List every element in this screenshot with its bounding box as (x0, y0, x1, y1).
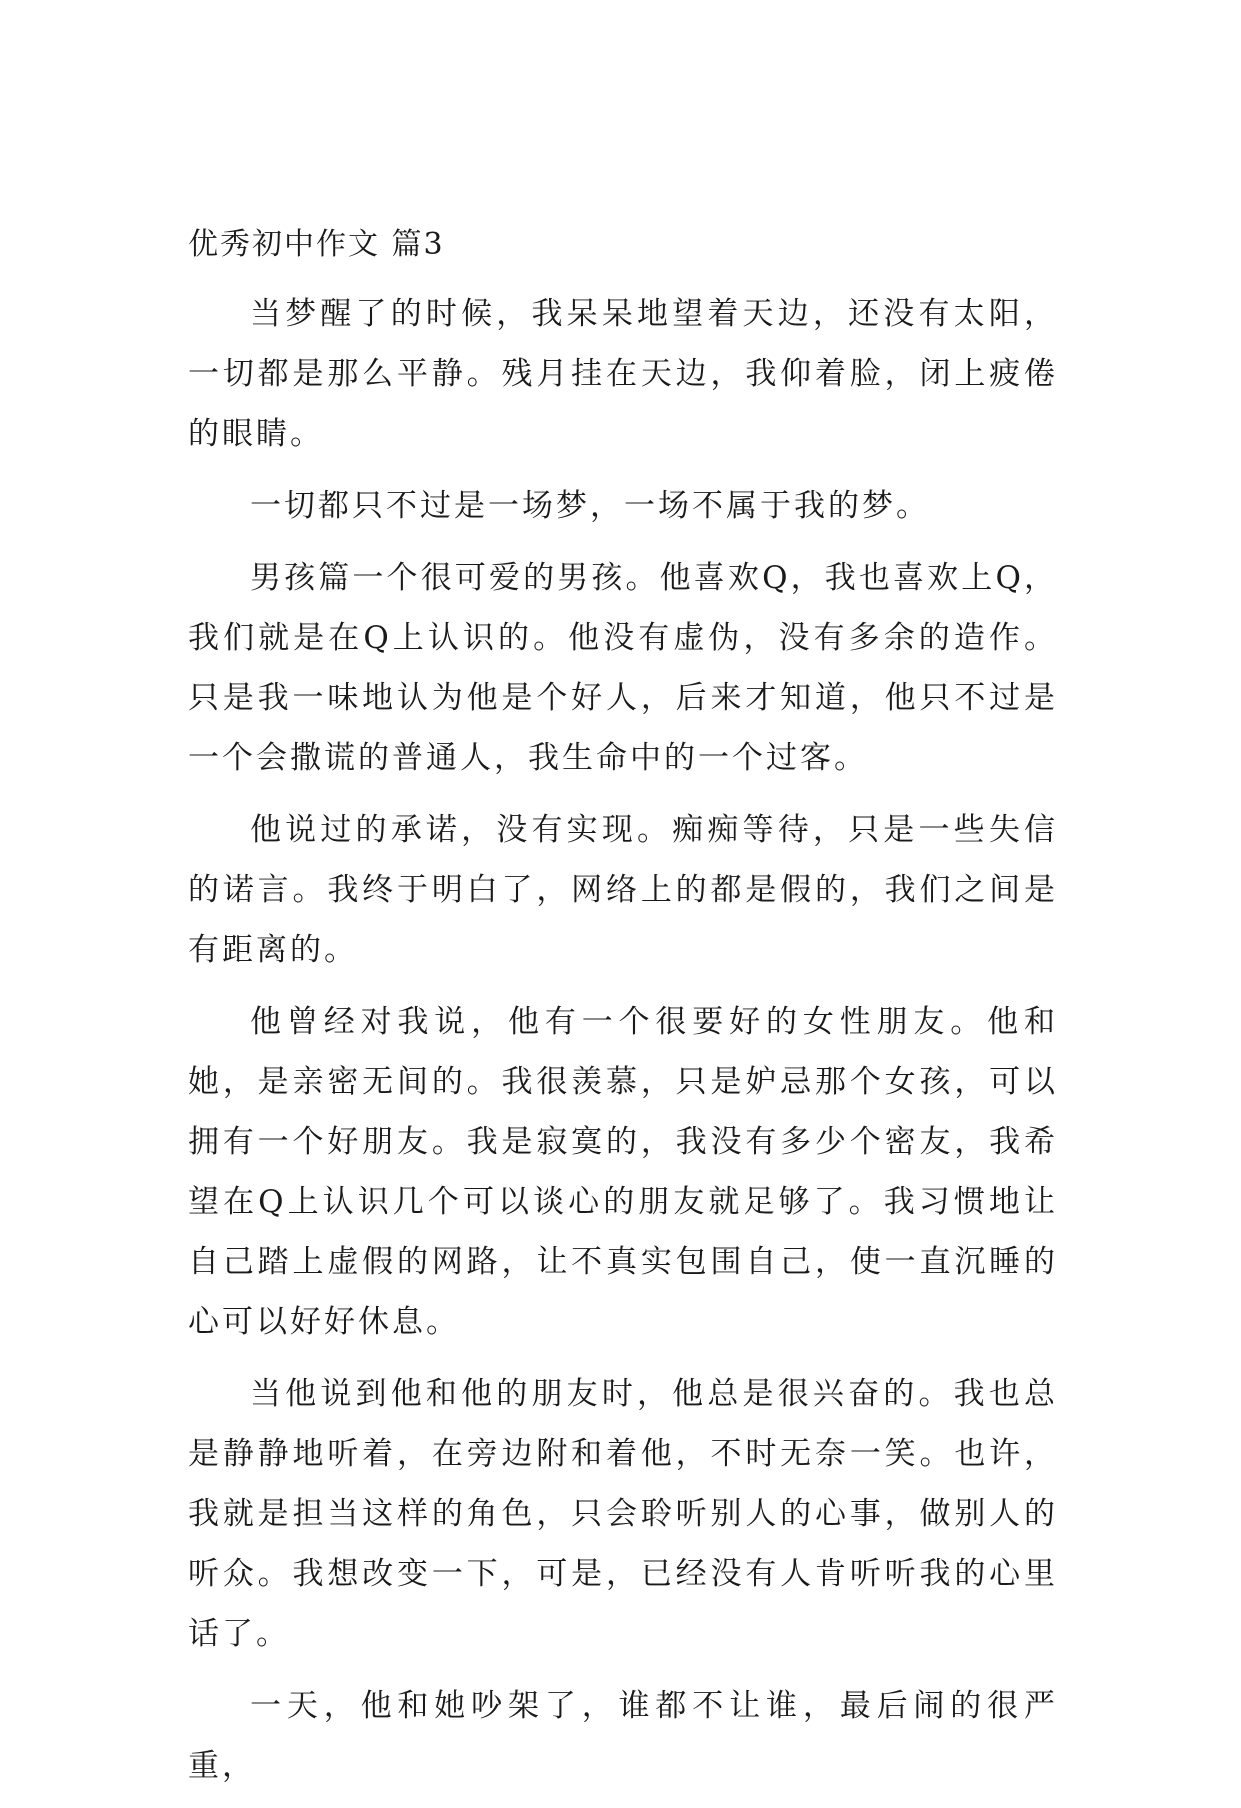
paragraph: 男孩篇一个很可爱的男孩。他喜欢Q，我也喜欢上Q，我们就是在Q上认识的。他没有虚伪，没有多余的造作。只是我一味地认为他是个好人，后来才知道，他只不过是一个会撒谎的普通人，我生命中的一个过客。 (188, 560, 1058, 776)
paragraph: 一天，他和她吵架了，谁都不让谁，最后闹的很严重， (188, 1688, 1058, 1784)
paragraph: 当梦醒了的时候，我呆呆地望着天边，还没有太阳，一切都是那么平静。残月挂在天边，我仰着脸，闭上疲倦的眼睛。 (188, 296, 1058, 452)
paragraph: 当他说到他和他的朋友时，他总是很兴奋的。我也总是静静地听着，在旁边附和着他，不时无奈一笑。也许，我就是担当这样的角色，只会聆听别人的心事，做别人的听众。我想改变一下，可是，已经没有人肯听听我的心里话了。 (188, 1376, 1058, 1652)
article-title: 优秀初中作文 篇3 (188, 227, 445, 262)
paragraph: 一切都只不过是一场梦，一场不属于我的梦。 (250, 488, 930, 524)
article-body (188, 222, 1058, 1808)
paragraph: 他说过的承诺，没有实现。痴痴等待，只是一些失信的诺言。我终于明白了，网络上的都是假的，我们之间是有距离的。 (188, 812, 1058, 968)
paragraph: 他曾经对我说，他有一个很要好的女性朋友。他和她，是亲密无间的。我很羡慕，只是妒忌那个女孩，可以拥有一个好朋友。我是寂寞的，我没有多少个密友，我希望在Q上认识几个可以谈心的朋友就足够了。我习惯地让自己踏上虚假的网路，让不真实包围自己，使一直沉睡的心可以好好休息。 (188, 1004, 1058, 1340)
